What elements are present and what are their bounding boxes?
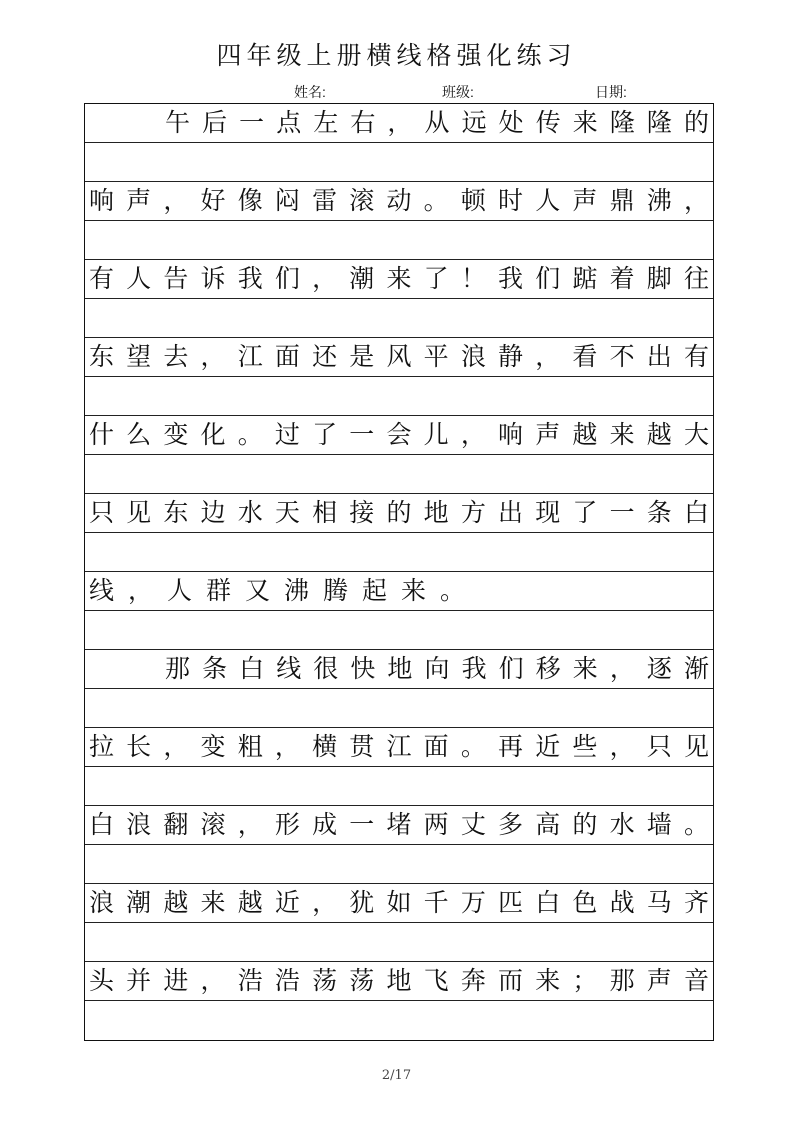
blank-line <box>85 767 713 806</box>
date-label: 日期: <box>595 84 627 100</box>
text-line: 拉长，变粗，横贯江面。再近些，只见 <box>85 728 713 767</box>
text-line: 线，人群又沸腾起来。 <box>85 572 713 611</box>
blank-line <box>85 1001 713 1040</box>
text-line: 白浪翻滚，形成一堵两丈多高的水墙。 <box>85 806 713 845</box>
blank-line <box>85 143 713 182</box>
name-label: 姓名: <box>294 84 326 100</box>
blank-line <box>85 299 713 338</box>
text-line: 浪潮越来越近，犹如千万匹白色战马齐 <box>85 884 713 923</box>
blank-line <box>85 221 713 260</box>
text-line: 响声，好像闷雷滚动。顿时人声鼎沸， <box>85 182 713 221</box>
text-line: 头并进，浩浩荡荡地飞奔而来；那声音 <box>85 962 713 1001</box>
text-line: 只见东边水天相接的地方出现了一条白 <box>85 494 713 533</box>
blank-line <box>85 845 713 884</box>
blank-line <box>85 377 713 416</box>
blank-line <box>85 455 713 494</box>
page-title: 四年级上册横线格强化练习 <box>216 41 577 70</box>
blank-line <box>85 689 713 728</box>
class-label: 班级: <box>442 84 474 100</box>
text-line: 那条白线很快地向我们移来，逐渐 <box>85 650 713 689</box>
text-line: 午后一点左右，从远处传来隆隆的 <box>85 104 713 143</box>
page-number: 2/17 <box>381 1068 412 1083</box>
blank-line <box>85 611 713 650</box>
text-line: 什么变化。过了一会儿，响声越来越大 <box>85 416 713 455</box>
blank-line <box>85 533 713 572</box>
text-line: 有人告诉我们，潮来了！我们踮着脚往 <box>85 260 713 299</box>
writing-grid <box>84 103 714 1041</box>
blank-line <box>85 923 713 962</box>
text-line: 东望去，江面还是风平浪静，看不出有 <box>85 338 713 377</box>
